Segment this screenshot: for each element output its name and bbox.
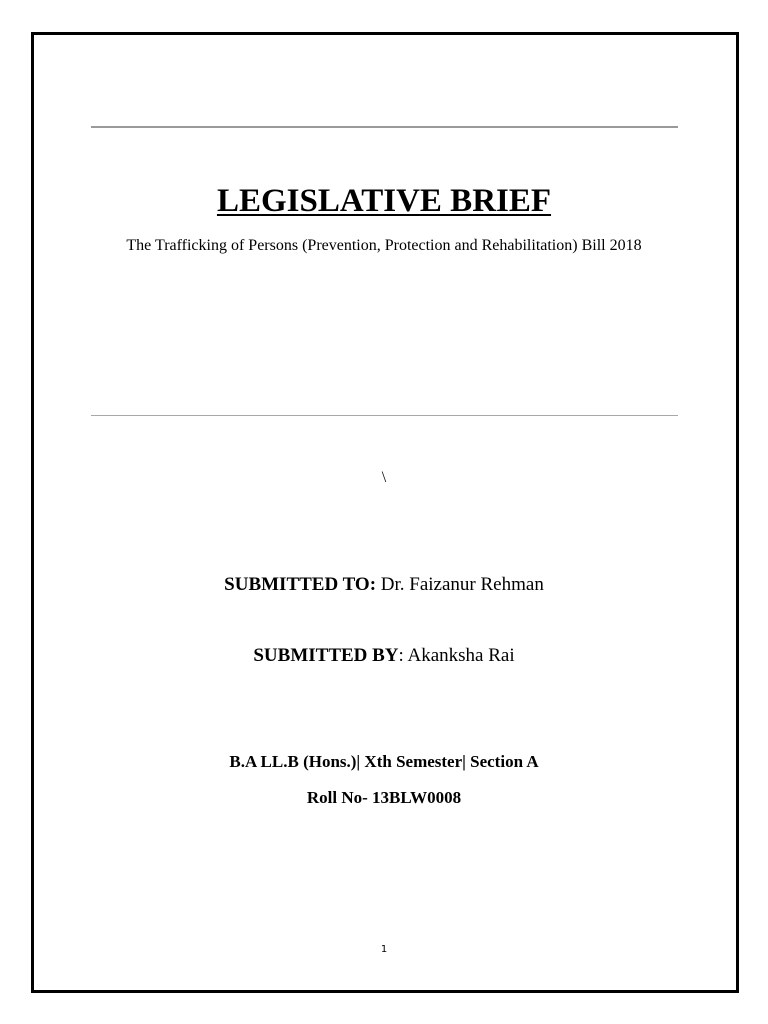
- page-number: 1: [380, 944, 388, 955]
- roll-number: Roll No- 13BLW0008: [306, 788, 462, 807]
- top-divider: [91, 126, 678, 128]
- stray-backslash: \: [381, 469, 387, 486]
- submitted-by-value: : Akanksha Rai: [398, 645, 515, 666]
- document-title: LEGISLATIVE BRIEF: [216, 183, 552, 219]
- page-border: [31, 32, 739, 993]
- submitted-by-label: SUBMITTED BY: [253, 645, 399, 666]
- submitted-by-line: [0, 645, 768, 667]
- submitted-to-line: [0, 574, 768, 596]
- bill-name: The Trafficking of Persons (Prevention, Protection and Rehabilitation) Bill 2018: [126, 237, 642, 254]
- submitted-to-value: Dr. Faizanur Rehman: [376, 574, 544, 595]
- submitted-to-label: SUBMITTED TO:: [224, 574, 377, 595]
- middle-divider: [91, 415, 678, 416]
- course-details: B.A LL.B (Hons.)| Xth Semester| Section A: [229, 752, 539, 771]
